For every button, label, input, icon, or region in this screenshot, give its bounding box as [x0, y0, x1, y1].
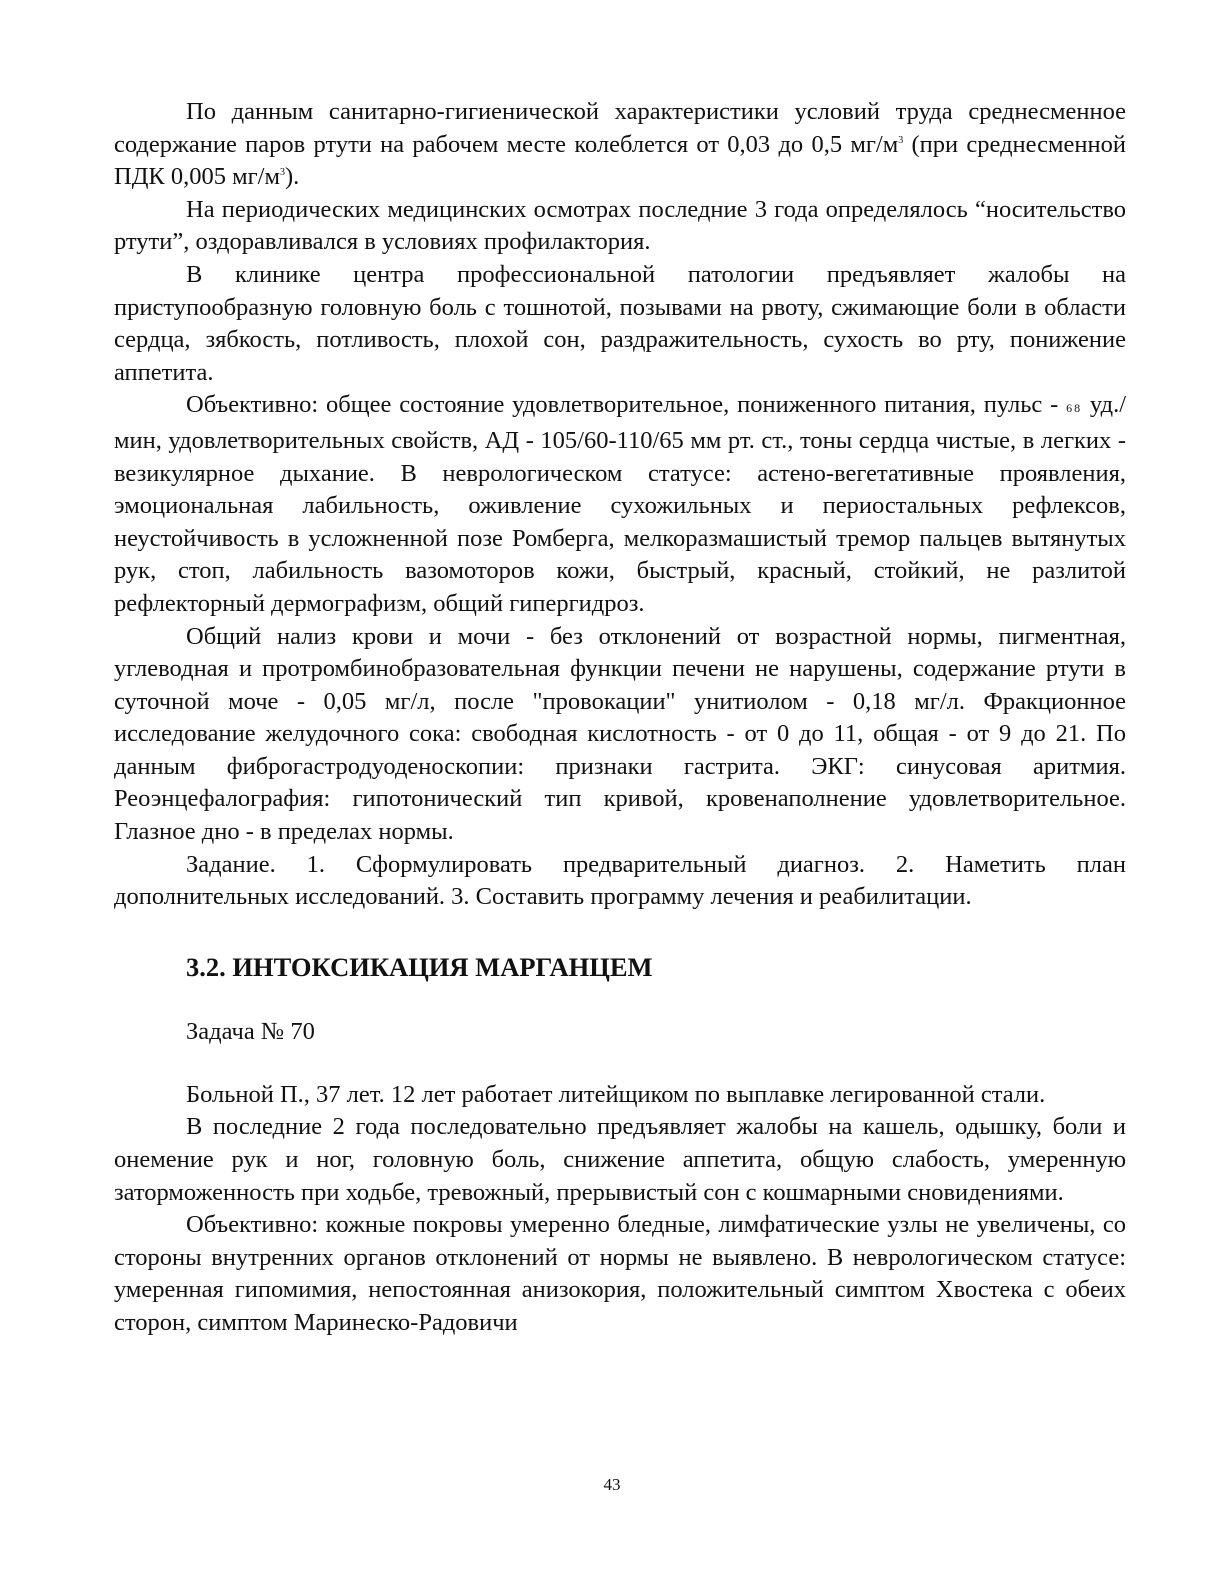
superscript-cube: 3 [280, 167, 285, 179]
page-body [114, 96, 1126, 1340]
paragraph-mercury-levels: По данным санитарно-гигиенической характеристики условий труда среднесменное содержание паров ртути на рабочем месте колеблется от 0,03 до 0,5 $мг/м^3$ (при среднесменной ПДК 0,005 $мг/м^3$). [114, 98, 1126, 191]
paragraph-complaints-2: В последние 2 года последовательно предъявляет жалобы на кашель, одышку, боли и онемение рук и ног, головную боль, снижение аппетита, общую слабость, умеренную заторможенность при ходьбе, тревожный, прерывистый сон с кошмарными сновидениями. [114, 1113, 1126, 1206]
paragraph-lab-results: Общий нализ крови и мочи - без отклонений от возрастной нормы, пигментная, углеводная и протромбинобразовательная функции печени не нарушены, содержание ртути в суточной моче - 0,05 мг/л, после "провокации" унитиолом - 0,18 мг/л. Фракционное исследование желудочного сока: свободная кислотность - от 0 до 11, общая - от 9 до 21. По данным фиброгастродуоденоскопии: признаки гастрита. ЭКГ: синусовая аритмия. Реоэнцефалография: гипотонический тип кривой, кровенаполнение удовлетворительное. Глазное дно - в пределах нормы. [114, 622, 1126, 846]
page-number: 43 [603, 1475, 621, 1494]
section-heading: 3.2. ИНТОКСИКАЦИЯ МАРГАНЦЕМ [186, 951, 653, 982]
paragraph-objective-2: Объективно: кожные покровы умеренно бледные, лимфатические узлы не увеличены, со стороны внутренних органов отклонений от нормы не выявлено. В неврологическом статусе: умеренная гипомимия, непостоянная анизокория, положительный симптом Хвостека с обеих сторон, симптом Маринеско-Радовичи [114, 1211, 1126, 1336]
paragraph-medical-exams: На периодических медицинских осмотрах последние 3 года определялось “носительство ртути”, оздоравливался в условиях профилактория. [114, 195, 1126, 256]
superscript-cube: 3 [898, 134, 904, 146]
task-number: Задача № 70 [186, 1017, 315, 1045]
pulse-value: 68 [1066, 401, 1083, 416]
paragraph-assignment: Задание. 1. Сформулировать предварительный диагноз. 2. Наметить план дополнительных исследований. 3. Составить программу лечения и реабилитации. [114, 850, 1126, 911]
paragraph-objective: Объективно: общее состояние удовлетворительное, пониженного питания, пульс - 68 уд./мин, удовлетворительных свойств, АД - 105/60-110/65 мм рт. ст., тоны сердца чистые, в легких - везикулярное дыхание. В неврологическом статусе: астено-вегетативные проявления, эмоциональная лабильность, оживление сухожильных и периостальных рефлексов, неустойчивость в усложненной позе Ромберга, мелкоразмашистый тремор пальцев вытянутых рук, стоп, лабильность вазомоторов кожи, быстрый, красный, стойкий, не разлитой рефлекторный дермографизм, общий гипергидроз. [114, 391, 1127, 617]
paragraph-complaints: В клинике центра профессиональной патологии предъявляет жалобы на приступообразную головную боль с тошнотой, позывами на рвоту, сжимающие боли в области сердца, зябкость, потливость, плохой сон, раздражительность, сухость во рту, понижение аппетита. [114, 260, 1126, 386]
paragraph-patient: Больной П., 37 лет. 12 лет работает литейщиком по выплавке легированной стали. [186, 1080, 1046, 1108]
